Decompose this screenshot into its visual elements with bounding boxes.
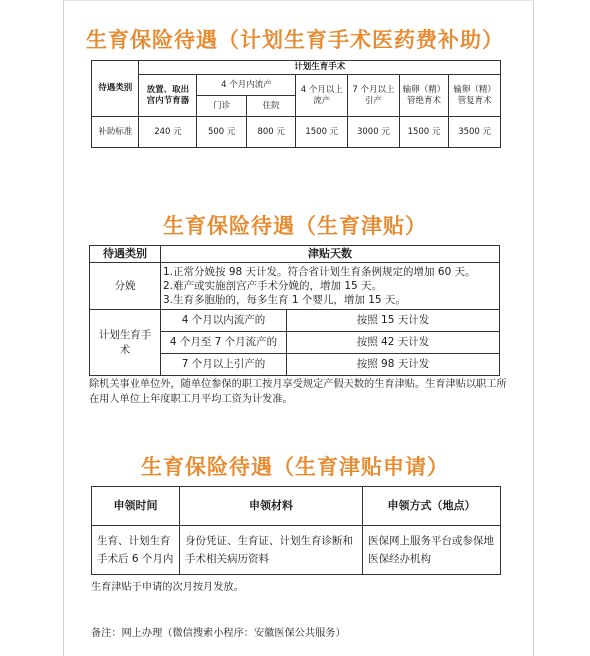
t1-col-iud: 放置、取出宫内节育器 [139,75,197,117]
t1-col-abortion-4m: 4 个月内流产 [197,75,296,96]
t2-surgery-label: 计划生育手术 [90,310,161,376]
t2-delivery-rules [161,263,500,310]
t1-value-outpatient: 500 元 [197,117,247,148]
page-left-edge [63,0,64,656]
section2-title: 生育保险待遇（生育津贴） [163,214,427,238]
t2-surgery-case: 4 个月以内流产的 [161,310,287,332]
t1-value-tubal-reversal: 3500 元 [449,117,501,148]
t2-header-days: 津贴天数 [161,246,500,263]
t1-value-abortion-4m-plus: 1500 元 [296,117,348,148]
t3-header-time: 申领时间 [92,487,180,526]
t2-surgery-rule: 按照 15 天计发 [287,310,500,332]
t3-method: 医保网上服务平台或参保地医保经办机构 [363,526,501,575]
t1-value-induction-7m: 3000 元 [348,117,400,148]
page-right-edge [533,0,534,656]
t2-surgery-rule: 按照 42 天计发 [287,332,500,354]
t2-surgery-case: 4 个月至 7 个月流产的 [161,332,287,354]
t1-col-induction-7m: 7 个月以上引产 [348,75,400,117]
t3-materials: 身份凭证、生育证、计划生育诊断和手术相关病历资料 [180,526,363,575]
t1-col-outpatient: 门诊 [197,96,247,117]
section3-title: 生育保险待遇（生育津贴申请） [141,455,449,479]
t2-delivery-rule: 1.正常分娩按 98 天计发。符合省计划生育条例规定的增加 60 天。 [163,265,476,278]
section1-title: 生育保险待遇（计划生育手术医药费补助） [86,28,504,52]
t3-time: 生育、计划生育手术后 6 个月内 [92,526,180,575]
t2-surgery-rule: 按照 98 天计发 [287,354,500,376]
t2-header-category: 待遇类别 [90,246,161,263]
t1-value-tubal-ligation: 1500 元 [399,117,449,148]
section3-note: 生育津贴于申请的次月按月发放。 [91,582,244,593]
t1-value-iud: 240 元 [139,117,197,148]
t1-value-inpatient: 800 元 [246,117,296,148]
remark: 备注：网上办理（微信搜索小程序：安徽医保公共服务） [91,628,346,639]
t3-header-method: 申领方式（地点） [363,487,501,526]
t2-delivery-rule: 3.生育多胞胎的，每多生育 1 个婴儿，增加 15 天。 [163,294,406,307]
t1-header-category: 待遇类别 [92,61,139,117]
t3-header-materials: 申领材料 [180,487,363,526]
t1-row-label: 补助标准 [92,117,139,148]
t2-delivery-label: 分娩 [90,263,161,310]
t1-group-header: 计划生育手术 [139,61,501,75]
surgery-subsidy-table [91,60,501,148]
t1-col-tubal-reversal: 输卵（精）管复育术 [449,75,501,117]
t1-col-inpatient: 住院 [246,96,296,117]
allowance-application-table [91,486,501,575]
section2-note: 除机关事业单位外，随单位参保的职工按月享受规定产假天数的生育津贴。生育津贴以职工所在用人单位上年度职工月平均工资为计发准。 [89,379,507,405]
t1-col-tubal-ligation: 输卵（精）管绝育术 [399,75,449,117]
page-top-rule [63,0,534,1]
t1-col-abortion-4m-plus: 4 个月以上流产 [296,75,348,117]
maternity-allowance-table [89,245,500,376]
t2-delivery-rule: 2.难产或实施剖宫产手术分娩的，增加 15 天。 [163,279,383,292]
t2-surgery-case: 7 个月以上引产的 [161,354,287,376]
